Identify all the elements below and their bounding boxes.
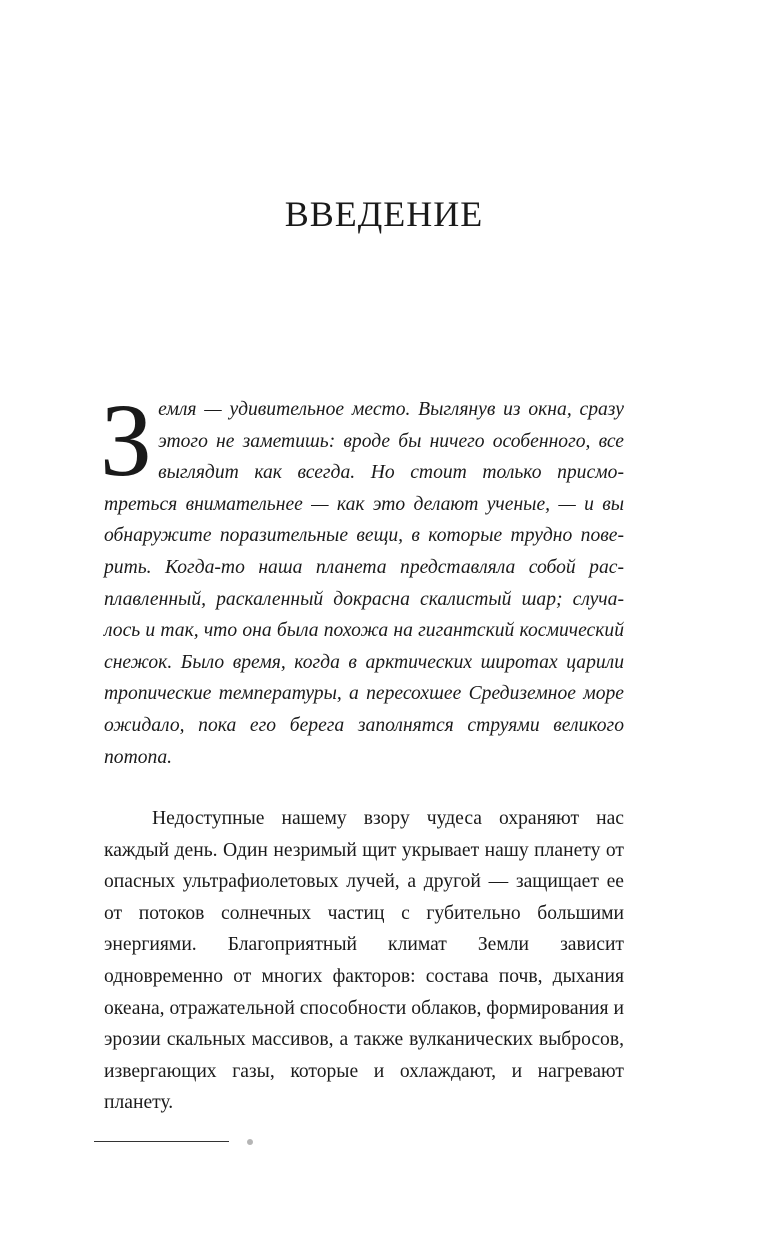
intro-text: емля — удивительное место. Выглянув из окна, сразу этого не заметишь: вроде бы ничего особенного, все выглядит как всегда. Но стоит только присмотреться внимательнее — как это делают ученые, — и вы обнаружите поразительные вещи, в которые трудно поверить. Когда-то наша планета представляла собой расплавленный, раскаленный докрасна скалистый шар; случалось и так, что она была похожа на гигантский космический снежок. Было время, когда в арктических широтах царили тропические температуры, а пересохшее Средиземное море ожидало, пока его берега заполнятся струями великого потопа. xyxy=(104,399,624,768)
body-paragraph: Недоступные нашему взору чудеса охраняют нас каждый день. Один незримый щит укрывает нашу планету от опасных ультрафиолетовых лучей, а другой — защищает ее от потоков солнечных частиц с губительно большими энергиями. Благоприятный климат Земли зависит одновременно от многих факторов: состава почв, дыхания океана, отражательной способности облаков, формирования и эрозии скальных массивов, а также вулканических выбросов, извергающих газы, которые и охлаждают, и нагревают планету. xyxy=(104,808,624,1114)
chapter-title: ВВЕДЕНИЕ xyxy=(284,194,484,234)
drop-cap: З xyxy=(100,383,153,498)
footer-rule xyxy=(94,1141,229,1142)
intro-paragraph xyxy=(100,383,624,773)
page-dot-ornament xyxy=(247,1139,253,1145)
